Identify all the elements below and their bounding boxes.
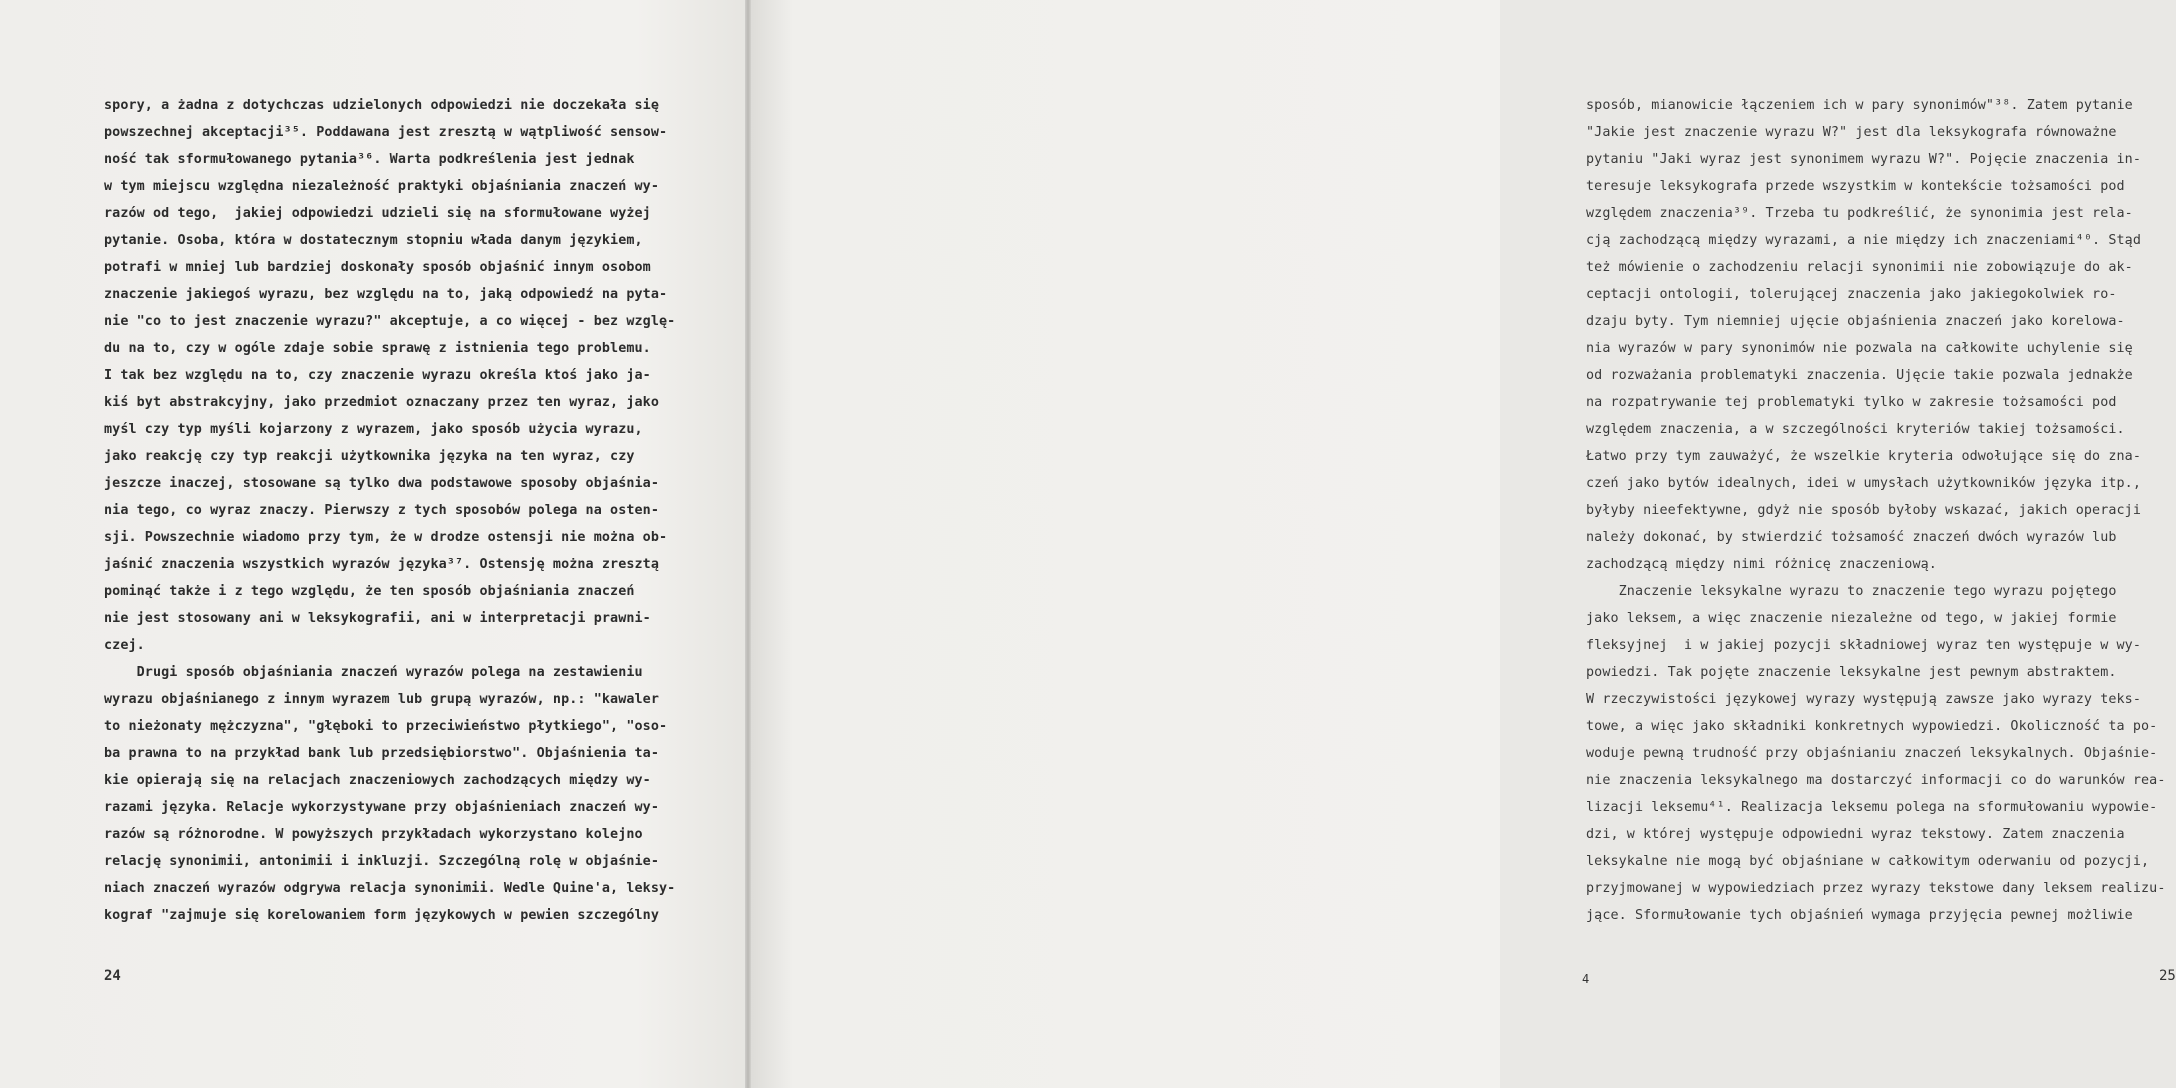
text-line: jaśnić znaczenia wszystkich wyrazów języka³⁷. Ostensję można zresztą (104, 557, 660, 572)
text-line: "Jakie jest znaczenie wyrazu W?" jest dla leksykografa równoważne (1586, 125, 2117, 140)
text-line: znaczenie jakiegoś wyrazu, bez względu na to, jaką odpowiedź na pyta- (104, 287, 668, 302)
text-line: razów są różnorodne. W powyższych przykładach wykorzystano kolejno (104, 827, 643, 842)
text-line: pytaniu "Jaki wyraz jest synonimem wyrazu W?". Pojęcie znaczenia in- (1586, 152, 2142, 167)
text-line: ność tak sformułowanego pytania³⁶. Warta podkreślenia jest jednak (104, 152, 635, 167)
text-line: relację synonimii, antonimii i inkluzji. Szczególną rolę w objaśnie- (104, 854, 660, 869)
text-line: od rozważania problematyki znaczenia. Ujęcie takie pozwala jednakże (1586, 368, 2133, 383)
text-line: niach znaczeń wyrazów odgrywa relacja synonimii. Wedle Quine'a, leksy- (104, 881, 676, 896)
text-line: jeszcze inaczej, stosowane są tylko dwa podstawowe sposoby objaśnia- (104, 476, 660, 491)
text-line: dzi, w której występuje odpowiedni wyraz tekstowy. Zatem znaczenia (1586, 827, 2125, 842)
text-line: też mówienie o zachodzeniu relacji synonimii nie zobowiązuje do ak- (1586, 260, 2133, 275)
text-line: sji. Powszechnie wiadomo przy tym, że w drodze ostensji nie można ob- (104, 530, 668, 545)
text-line: Znaczenie leksykalne wyrazu to znaczenie tego wyrazu pojętego (1586, 584, 2117, 599)
text-line: lizacji leksemu⁴¹. Realizacja leksemu polega na sformułowaniu wypowie- (1586, 800, 2158, 815)
text-line: jako reakcję czy typ reakcji użytkownika języka na ten wyraz, czy (104, 449, 635, 464)
text-line: dzaju byty. Tym niemniej ujęcie objaśnienia znaczeń jako korelowa- (1586, 314, 2125, 329)
text-line: spory, a żadna z dotychczas udzielonych odpowiedzi nie doczekała się (104, 98, 660, 113)
text-line: należy dokonać, by stwierdzić tożsamość znaczeń dwóch wyrazów lub (1586, 530, 2117, 545)
text-line: pominąć także i z tego względu, że ten sposób objaśniania znaczeń (104, 584, 635, 599)
text-line: nie jest stosowany ani w leksykografii, ani w interpretacji prawni- (104, 611, 651, 626)
text-line: nie znaczenia leksykalnego ma dostarczyć informacji co do warunków rea- (1586, 773, 2166, 788)
text-line: ceptacji ontologii, tolerującej znaczenia jako jakiegokolwiek ro- (1586, 287, 2117, 302)
left-page-number: 24 (104, 968, 121, 984)
text-line: cją zachodzącą między wyrazami, a nie między ich znaczeniami⁴⁰. Stąd (1586, 233, 2142, 248)
right-page (748, 0, 2176, 1088)
text-line: teresuje leksykografa przede wszystkim w kontekście tożsamości pod (1586, 179, 2125, 194)
text-line: Drugi sposób objaśniania znaczeń wyrazów polega na zestawieniu (104, 665, 643, 680)
text-line: kograf "zajmuje się korelowaniem form językowych w pewien szczególny (104, 908, 660, 923)
left-page (0, 0, 748, 1088)
text-line: nia tego, co wyraz znaczy. Pierwszy z tych sposobów polega na osten- (104, 503, 660, 518)
right-page-number: 25 (2159, 968, 2176, 984)
text-line: w tym miejscu względna niezależność praktyki objaśniania znaczeń wy- (104, 179, 660, 194)
text-line: razami języka. Relacje wykorzystywane przy objaśnieniach znaczeń wy- (104, 800, 660, 815)
left-page-text (104, 92, 675, 929)
text-line: powszechnej akceptacji³⁵. Poddawana jest zresztą w wątpliwość sensow- (104, 125, 668, 140)
text-line: woduje pewną trudność przy objaśnianiu znaczeń leksykalnych. Objaśnie- (1586, 746, 2158, 761)
text-line: pytanie. Osoba, która w dostatecznym stopniu włada danym językiem, (104, 233, 643, 248)
text-line: kie opierają się na relacjach znaczeniowych zachodzących między wy- (104, 773, 651, 788)
book-gutter (745, 0, 751, 1088)
text-line: razów od tego, jakiej odpowiedzi udzieli się na sformułowane wyżej (104, 206, 651, 221)
text-line: du na to, czy w ogóle zdaje sobie sprawę z istnienia tego problemu. (104, 341, 651, 356)
text-line: to nieżonaty mężczyzna", "głęboki to przeciwieństwo płytkiego", "oso- (104, 719, 668, 734)
text-line: towe, a więc jako składniki konkretnych wypowiedzi. Okoliczność ta po- (1586, 719, 2158, 734)
text-line: leksykalne nie mogą być objaśniane w całkowitym oderwaniu od pozycji, (1586, 854, 2150, 869)
text-line: nie "co to jest znaczenie wyrazu?" akceptuje, a co więcej - bez wzglę- (104, 314, 676, 329)
text-line: jako leksem, a więc znaczenie niezależne od tego, w jakiej formie (1586, 611, 2117, 626)
text-line: powiedzi. Tak pojęte znaczenie leksykalne jest pewnym abstraktem. (1586, 665, 2117, 680)
text-line: zachodzącą między nimi różnicę znaczeniową. (1586, 557, 1937, 572)
text-line: byłyby nieefektywne, gdyż nie sposób byłoby wskazać, jakich operacji (1586, 503, 2142, 518)
text-line: wyrazu objaśnianego z innym wyrazem lub grupą wyrazów, np.: "kawaler (104, 692, 660, 707)
text-line: czej. (104, 638, 145, 653)
text-line: względem znaczenia, a w szczególności kryteriów takiej tożsamości. (1586, 422, 2125, 437)
text-line: potrafi w mniej lub bardziej doskonały sposób objaśnić innym osobom (104, 260, 651, 275)
text-line: ba prawna to na przykład bank lub przedsiębiorstwo". Objaśnienia ta- (104, 746, 660, 761)
text-line: Łatwo przy tym zauważyć, że wszelkie kryteria odwołujące się do zna- (1586, 449, 2142, 464)
text-line: W rzeczywistości językowej wyrazy występują zawsze jako wyrazy teks- (1586, 692, 2142, 707)
text-line: myśl czy typ myśli kojarzony z wyrazem, jako sposób użycia wyrazu, (104, 422, 643, 437)
text-line: względem znaczenia³⁹. Trzeba tu podkreślić, że synonimia jest rela- (1586, 206, 2133, 221)
text-line: kiś byt abstrakcyjny, jako przedmiot oznaczany przez ten wyraz, jako (104, 395, 660, 410)
text-line: jące. Sformułowanie tych objaśnień wymaga przyjęcia pewnej możliwie (1586, 908, 2133, 923)
text-line: nia wyrazów w pary synonimów nie pozwala na całkowite uchylenie się (1586, 341, 2133, 356)
right-page-text (1586, 92, 2166, 929)
text-line: na rozpatrywanie tej problematyki tylko w zakresie tożsamości pod (1586, 395, 2117, 410)
text-line: czeń jako bytów idealnych, idei w umysłach użytkowników języka itp., (1586, 476, 2142, 491)
text-line: fleksyjnej i w jakiej pozycji składniowej wyraz ten występuje w wy- (1586, 638, 2142, 653)
text-line: przyjmowanej w wypowiedziach przez wyrazy tekstowe dany leksem realizu- (1586, 881, 2166, 896)
signature-mark: 4 (1582, 972, 1590, 986)
text-line: I tak bez względu na to, czy znaczenie wyrazu określa ktoś jako ja- (104, 368, 651, 383)
text-line: sposób, mianowicie łączeniem ich w pary synonimów"³⁸. Zatem pytanie (1586, 98, 2133, 113)
